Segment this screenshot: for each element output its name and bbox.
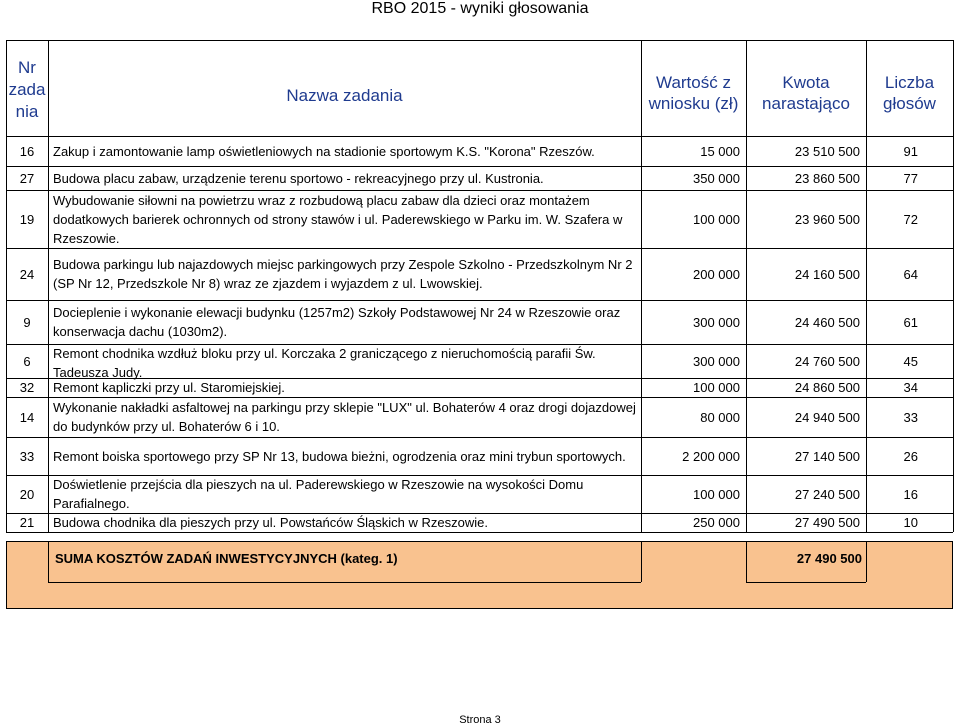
row-cumulative: 27 240 500 — [794, 486, 860, 502]
row-value: 200 000 — [693, 266, 740, 282]
row-nr: 21 — [19, 515, 35, 530]
row-cumulative: 24 760 500 — [794, 353, 860, 369]
row-votes: 77 — [903, 170, 918, 186]
row-name: Wybudowanie siłowni na powietrzu wraz z rozbudową placu zabaw dla dzieci oraz montażem dodatkowych barierek ochronnych od strony stawów i ul. Paderewskiego w Parku im. W. Szafera w Rzeszowie. — [53, 192, 623, 246]
row-votes: 45 — [903, 353, 918, 369]
row-cumulative: 27 490 500 — [794, 515, 860, 530]
row-value: 80 000 — [700, 409, 740, 425]
row-votes: 34 — [903, 380, 918, 395]
row-value: 15 000 — [700, 143, 740, 159]
row-name: Budowa placu zabaw, urządzenie terenu sportowo - rekreacyjnego przy ul. Kustronia. — [53, 170, 544, 186]
row-name: Docieplenie i wykonanie elewacji budynku (1257m2) Szkoły Podstawowej Nr 24 w Rzeszowie oraz konserwacja dachu (1030m2). — [53, 305, 621, 339]
row-cumulative: 23 860 500 — [794, 170, 860, 186]
row-cumulative: 24 160 500 — [794, 266, 860, 282]
row-value: 250 000 — [693, 515, 740, 530]
row-cumulative: 23 960 500 — [794, 211, 860, 227]
row-votes: 10 — [903, 515, 918, 530]
row-nr: 6 — [23, 353, 31, 369]
row-votes: 72 — [903, 211, 918, 227]
row-nr: 19 — [19, 211, 35, 227]
row-cumulative: 24 460 500 — [794, 314, 860, 330]
row-votes: 64 — [903, 266, 918, 282]
page-footer: Strona 3 — [459, 714, 501, 726]
header-name: Nazwa zadania — [286, 86, 403, 105]
row-votes: 26 — [903, 448, 918, 464]
header-value: Wartość z wniosku (zł) — [648, 73, 739, 113]
row-votes: 33 — [903, 409, 918, 425]
header-cumulative: Kwota narastająco — [762, 73, 850, 113]
row-name: Budowa chodnika dla pieszych przy ul. Powstańców Śląskich w Rzeszowie. — [53, 515, 488, 530]
row-name: Remont boiska sportowego przy SP Nr 13, budowa bieżni, ogrodzenia oraz mini trybun sportowych. — [53, 448, 626, 464]
row-name: Doświetlenie przejścia dla pieszych na ul. Paderewskiego w Rzeszowie na wysokości Domu Parafialnego. — [53, 477, 584, 511]
row-cumulative: 27 140 500 — [794, 448, 860, 464]
row-nr: 32 — [19, 380, 35, 395]
row-name: Zakup i zamontowanie lamp oświetleniowych na stadionie sportowym K.S. "Korona" Rzeszów. — [53, 143, 595, 159]
row-value: 100 000 — [693, 486, 740, 502]
row-nr: 16 — [19, 143, 35, 159]
row-value: 100 000 — [693, 211, 740, 227]
row-nr: 33 — [19, 448, 35, 464]
header-nr-text: Nr zada nia — [8, 58, 46, 121]
row-nr: 14 — [19, 409, 35, 425]
row-nr: 9 — [23, 314, 31, 330]
row-nr: 27 — [19, 170, 35, 186]
row-nr: 24 — [19, 266, 35, 282]
row-value: 350 000 — [693, 170, 740, 186]
summary-label: SUMA KOSZTÓW ZADAŃ INWESTYCYJNYCH (kateg. 1) — [55, 551, 398, 566]
row-value: 300 000 — [693, 353, 740, 369]
row-value: 300 000 — [693, 314, 740, 330]
row-name: Remont kapliczki przy ul. Staromiejskiej. — [53, 380, 285, 395]
header-votes: Liczba głosów — [883, 73, 936, 113]
row-name: Wykonanie nakładki asfaltowej na parkingu przy sklepie "LUX" ul. Bohaterów 4 oraz drogi dojazdowej do budynków przy ul. Bohaterów 6 i 10. — [53, 400, 636, 434]
row-cumulative: 24 860 500 — [794, 380, 860, 395]
row-votes: 16 — [903, 486, 918, 502]
row-nr: 20 — [19, 486, 35, 502]
summary-value: 27 490 500 — [796, 551, 862, 566]
row-cumulative: 23 510 500 — [794, 143, 860, 159]
header-nr — [8, 57, 46, 123]
row-value: 2 200 000 — [682, 448, 740, 464]
row-name: Remont chodnika wzdłuż bloku przy ul. Korczaka 2 graniczącego z nieruchomością parafii Św. Tadeusza Judy. — [53, 346, 596, 380]
page-title: RBO 2015 - wyniki głosowania — [371, 0, 589, 17]
row-name: Budowa parkingu lub najazdowych miejsc parkingowych przy Zespole Szkolno - Przedszkolnym Nr 2 (SP Nr 12, Przedszkole Nr 8) wraz ze zjazdem i wyjazdem z ul. Lwowskiej. — [53, 257, 633, 291]
row-votes: 91 — [903, 143, 918, 159]
row-cumulative: 24 940 500 — [794, 409, 860, 425]
row-votes: 61 — [903, 314, 918, 330]
row-value: 100 000 — [693, 380, 740, 395]
